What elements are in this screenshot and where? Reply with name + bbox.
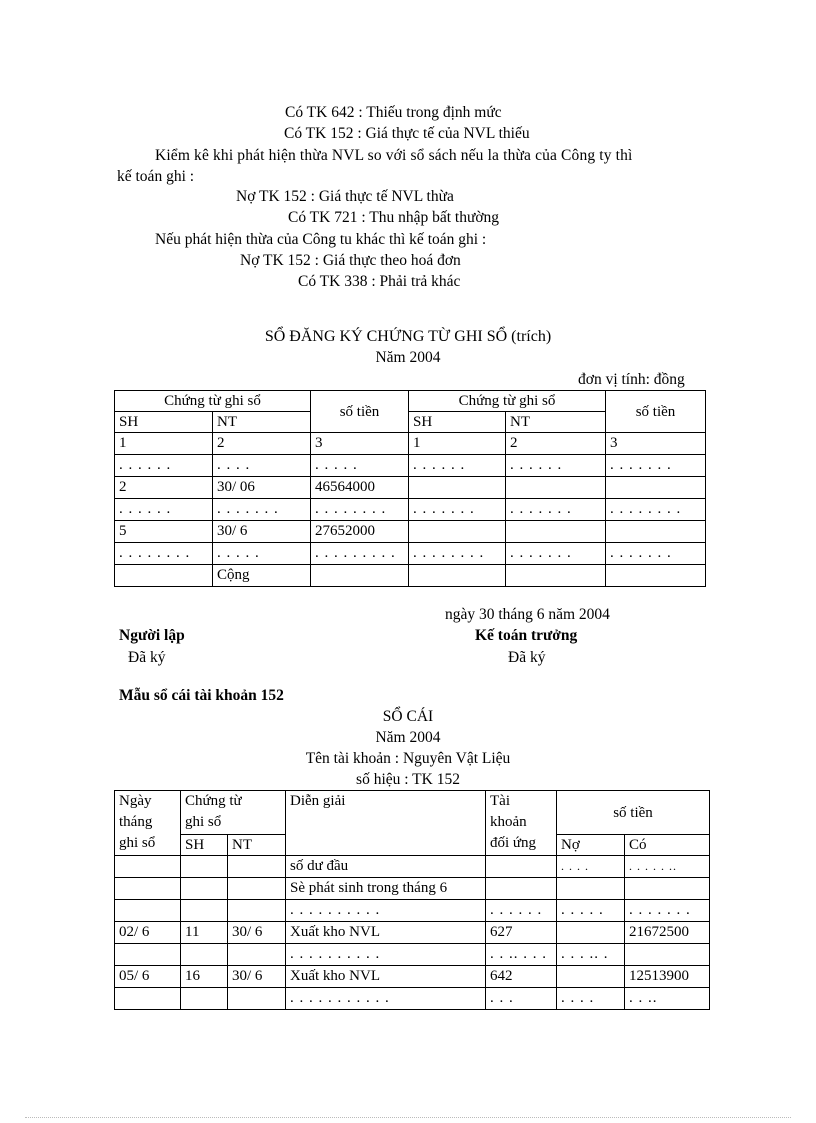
paragraph-line: Kiểm kê khi phát hiện thừa NVL so với sổ sách nếu la thừa của Công ty thì [155,147,633,164]
table-cell: . . . . . . . . [311,499,409,521]
chief-signed: Đã ký [508,649,546,666]
table-cell: . . . . . . . . . [311,543,409,565]
header-cell: SH [115,412,213,433]
header-cell-line: ghi sổ [119,835,156,851]
header-cell [115,791,181,856]
ledger-heading: Mẫu sổ cái tài khoản 152 [119,687,284,704]
header-cell: SH [409,412,506,433]
table-cell [486,878,557,900]
header-cell [181,791,286,835]
table-cell: . . . . . . . [506,499,606,521]
table-cell [228,944,286,966]
entry-line: Có TK 642 : Thiếu trong định mức [285,104,502,121]
table-cell: . . . . . . . [506,543,606,565]
table-cell: 1 [115,433,213,455]
table-row [115,878,710,900]
table-row [115,988,710,1010]
table-cell: . . . . [557,988,625,1010]
register-unit: đơn vị tính: đồng [578,371,685,388]
table-cell [506,477,606,499]
table-cell: . . . . . [557,900,625,922]
header-cell-line: đối ứng [490,835,537,851]
table-cell: 5 [115,521,213,543]
table-cell: . . . . . [213,543,311,565]
table-cell: . . . . . . . [606,543,706,565]
table-row [115,856,710,878]
table-row [115,521,706,543]
table-cell [625,878,710,900]
table-cell: 2 [506,433,606,455]
table-cell: 30/ 06 [213,477,311,499]
table-row [115,944,710,966]
table-cell: 27652000 [311,521,409,543]
table-cell [181,856,228,878]
header-cell: số tiền [606,391,706,433]
table-row [115,565,706,587]
table-cell [506,565,606,587]
table-cell [181,878,228,900]
table-cell [181,900,228,922]
table-cell: . . . . . . . . . . [286,944,486,966]
table-cell: 30/ 6 [228,966,286,988]
table-cell [115,565,213,587]
table-cell: . . . . . . . . . . . [286,988,486,1010]
header-cell: Chứng từ ghi sổ [115,391,311,412]
table-cell [115,944,181,966]
table-cell [115,878,181,900]
register-table [114,390,706,587]
table-cell: 1 [409,433,506,455]
table-cell [606,521,706,543]
table-cell: . . . . . . . . [115,543,213,565]
header-cell-line: khoản [490,814,527,830]
table-cell [311,565,409,587]
paragraph-line: kế toán ghi : [117,168,195,185]
table-cell: . . . . . . [115,455,213,477]
table-cell: . . . . . . . [213,499,311,521]
table-row [115,966,710,988]
table-row [115,900,710,922]
header-cell: số tiền [557,791,710,835]
table-cell [506,521,606,543]
table-row [115,433,706,455]
table-cell: 642 [486,966,557,988]
table-cell: 2 [213,433,311,455]
paragraph-line: Nếu phát hiện thừa của Công tu khác thì kế toán ghi : [155,231,487,248]
table-cell [115,988,181,1010]
table-cell [228,878,286,900]
table-cell [625,944,710,966]
table-row [115,477,706,499]
table-cell: 627 [486,922,557,944]
ledger-account-name: Tên tài khoản : Nguyên Vật Liệu [305,750,511,767]
creator-label: Người lập [119,627,185,644]
table-cell: 21672500 [625,922,710,944]
table-cell: . . . . [557,856,625,878]
table-cell: số dư đầu [286,856,486,878]
table-cell: . . . . . . . . [409,543,506,565]
ledger-year: Năm 2004 [375,729,441,746]
header-cell-line: ghi sổ [185,814,222,830]
creator-signed: Đã ký [128,649,166,666]
table-cell: . . . . . . . . . . [286,900,486,922]
header-cell: Diễn giải [286,791,486,856]
table-cell: 3 [311,433,409,455]
table-cell: 12513900 [625,966,710,988]
header-cell: Nợ [557,835,625,856]
page-bottom-divider [25,1117,791,1118]
table-cell: . . . . . . . . [606,499,706,521]
header-cell-line: Tài [490,793,510,809]
table-cell [409,521,506,543]
table-cell: . . . . [213,455,311,477]
table-cell [409,565,506,587]
table-cell [115,900,181,922]
header-cell-line: Chứng từ [185,793,242,809]
table-cell: . . . .. . [557,944,625,966]
header-cell: NT [506,412,606,433]
table-cell [606,565,706,587]
table-cell: . . .. . . . [486,944,557,966]
table-cell [409,477,506,499]
chief-accountant-label: Kế toán trưởng [475,627,578,644]
table-cell [228,988,286,1010]
table-cell: . . . . . . [486,900,557,922]
header-cell [486,791,557,856]
table-cell [181,988,228,1010]
table-row [115,455,706,477]
table-cell: 46564000 [311,477,409,499]
table-cell: . . . . . . . [409,499,506,521]
header-cell-line: tháng [119,814,153,830]
table-cell: 30/ 6 [213,521,311,543]
table-cell: . . .. [625,988,710,1010]
table-cell: . . . . . . [409,455,506,477]
table-cell [557,966,625,988]
table-cell [181,944,228,966]
table-cell: . . . . . .. [625,856,710,878]
entry-line: Có TK 338 : Phải trả khác [298,273,461,290]
header-cell: Có [625,835,710,856]
table-cell: . . . . . . [506,455,606,477]
table-cell: . . . . . . . [606,455,706,477]
table-cell [557,922,625,944]
table-row [115,922,710,944]
table-cell: . . . [486,988,557,1010]
entry-line: Nợ TK 152 : Giá thực theo hoá đơn [240,252,461,269]
header-cell: NT [228,835,286,856]
entry-line: Có TK 152 : Giá thực tế của NVL thiếu [284,125,530,142]
register-title: SỔ ĐĂNG KÝ CHỨNG TỪ GHI SỔ (trích) [264,328,552,345]
entry-line: Nợ TK 152 : Giá thực tế NVL thừa [236,188,454,205]
table-row [115,543,706,565]
table-cell [557,878,625,900]
register-year: Năm 2004 [375,349,441,366]
table-cell: Sè phát sinh trong tháng 6 [286,878,486,900]
table-cell: Cộng [213,565,311,587]
table-cell: 11 [181,922,228,944]
entry-line: Có TK 721 : Thu nhập bất thường [288,209,500,226]
header-cell: NT [213,412,311,433]
ledger-title: SỔ CÁI [382,708,434,725]
table-cell [486,856,557,878]
table-cell [228,900,286,922]
table-cell: . . . . . [311,455,409,477]
table-cell: 2 [115,477,213,499]
table-cell: Xuất kho NVL [286,922,486,944]
table-cell: 30/ 6 [228,922,286,944]
header-cell: SH [181,835,228,856]
ledger-table [114,790,710,1010]
header-cell: Chứng từ ghi sổ [409,391,606,412]
ledger-account-number: số hiệu : TK 152 [356,771,460,788]
table-cell: . . . . . . [115,499,213,521]
table-cell: 02/ 6 [115,922,181,944]
table-cell [228,856,286,878]
table-cell: 05/ 6 [115,966,181,988]
table-cell [606,477,706,499]
signature-date: ngày 30 tháng 6 năm 2004 [445,606,610,623]
table-cell: 3 [606,433,706,455]
header-cell-line: Ngày [119,793,152,809]
table-cell: 16 [181,966,228,988]
header-cell: số tiền [311,391,409,433]
table-row [115,499,706,521]
table-cell: . . . . . . . [625,900,710,922]
table-cell: Xuất kho NVL [286,966,486,988]
table-cell [115,856,181,878]
